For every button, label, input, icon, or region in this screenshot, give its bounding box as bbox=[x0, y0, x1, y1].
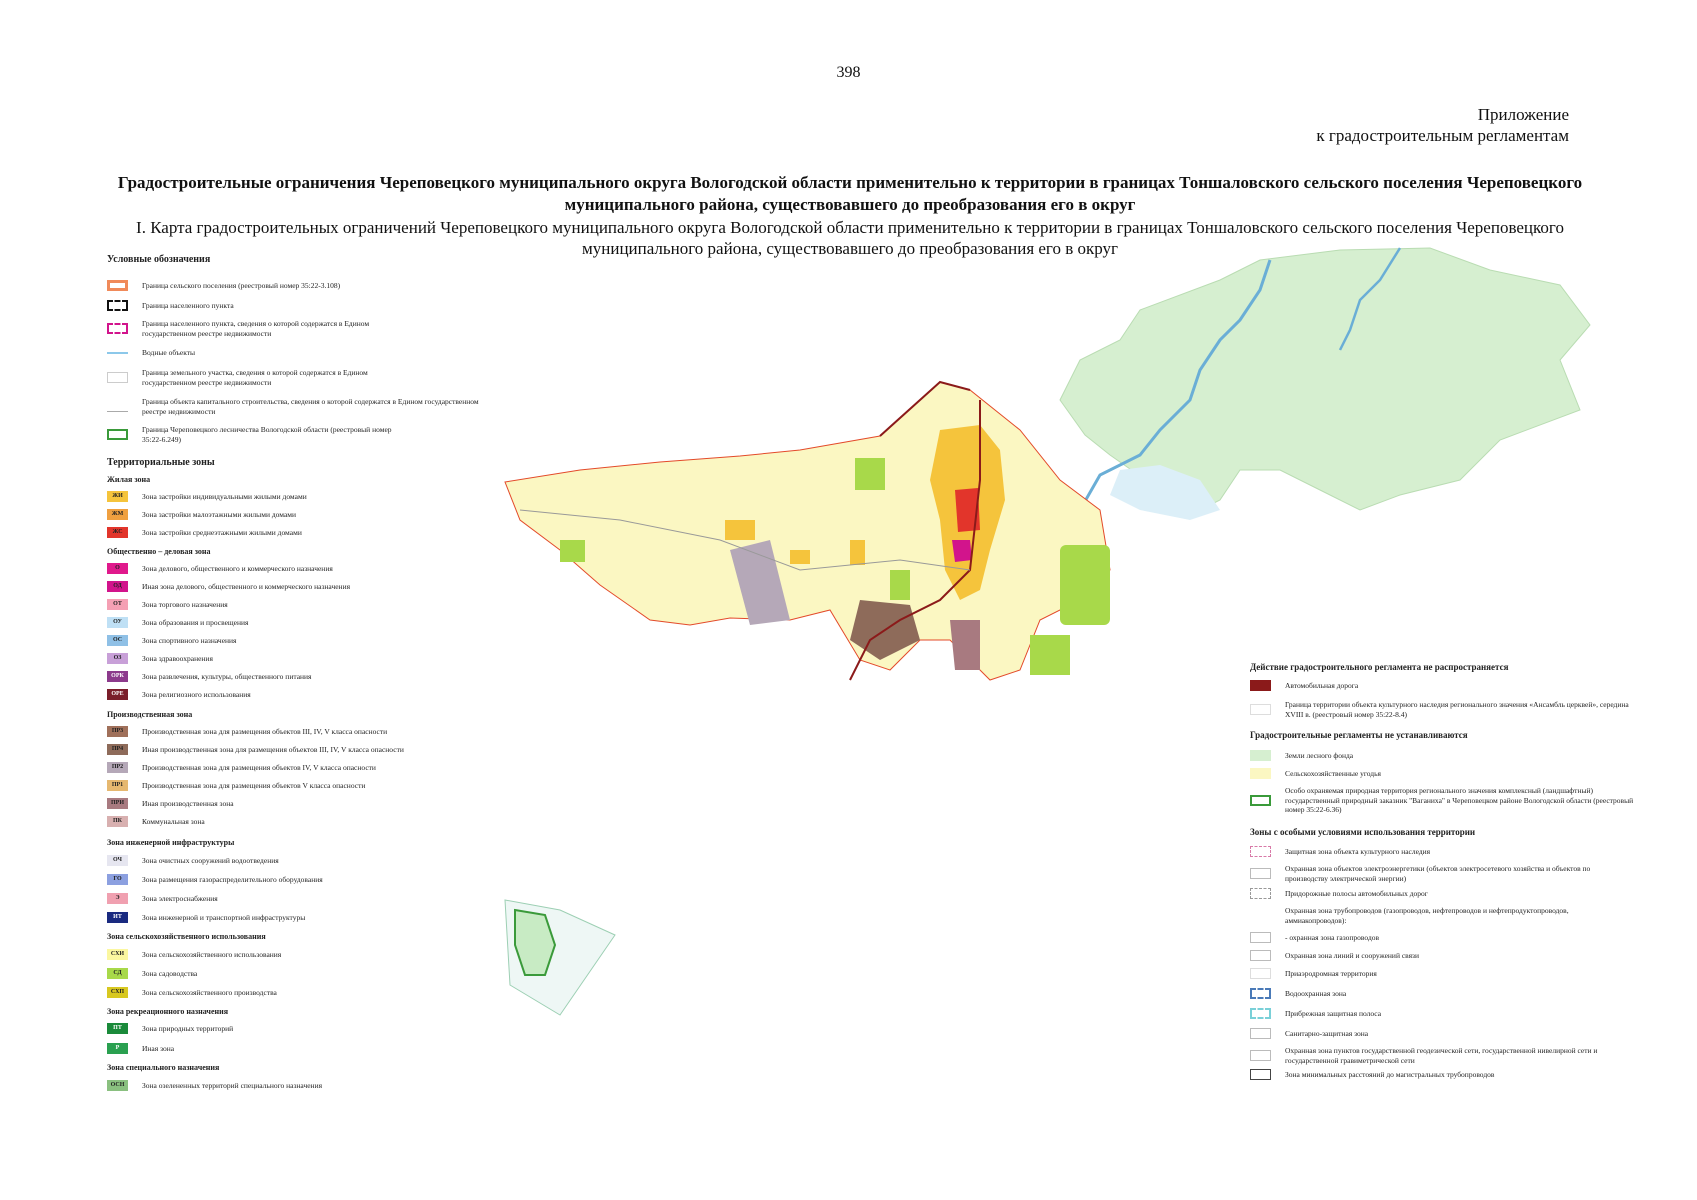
legend-item: Граница объекта капитального строительства, сведения о которой содержатся в Едином государственном реестре недвижимости bbox=[107, 397, 487, 416]
legend-item: Граница земельного участка, сведения о которой содержатся в Едином государственном реестре недвижимости bbox=[107, 368, 487, 387]
zone-swatch: СХИ bbox=[107, 949, 128, 960]
document-title: Градостроительные ограничения Череповецкого муниципального округа Вологодской области применительно к территории в границах Тоншаловского сельского поселения Череповецкого муниципального района, существовавшего до преобразования его в округ bbox=[117, 173, 1583, 214]
gray-frame-icon bbox=[1250, 932, 1271, 943]
legend-item: ОРЕ Зона религиозного использования bbox=[107, 689, 251, 700]
pale-frame-icon bbox=[1250, 704, 1271, 715]
garden-plot bbox=[560, 540, 585, 562]
orange-frame-icon bbox=[107, 280, 128, 291]
legend-left bbox=[107, 255, 507, 1100]
group-title: Зона сельскохозяйственного использования bbox=[107, 932, 266, 941]
legend-item: Э Зона электроснабжения bbox=[107, 893, 218, 904]
settlement-area-magenta bbox=[952, 540, 972, 562]
zone-swatch: ОС bbox=[107, 635, 128, 646]
legend-item: Граница Череповецкого лесничества Вологодской области (реестровый номер 35:22-6.249) bbox=[107, 425, 487, 444]
appendix-line-1: Приложение bbox=[1477, 105, 1569, 124]
zone-swatch: Р bbox=[107, 1043, 128, 1054]
gray-frame-icon bbox=[1250, 1050, 1271, 1061]
legend-item: Защитная зона объекта культурного наследия bbox=[1250, 846, 1430, 857]
small-settlement bbox=[850, 540, 865, 565]
zone-swatch: ИТ bbox=[107, 912, 128, 923]
legend-header: Условные обозначения bbox=[107, 254, 211, 265]
group-title: Действие градостроительного регламента не распространяется bbox=[1250, 662, 1509, 672]
zone-swatch: ПР1 bbox=[107, 780, 128, 791]
legend-item: Особо охраняемая природная территория регионального значения комплексный (ландшафтный) государственный природный заказник "Ваганиха" в Череповецком районе Вологодской области (реестровый номер 35:22-6.36) bbox=[1250, 786, 1645, 815]
pale-green-fill-icon bbox=[1250, 750, 1271, 761]
zones-header: Территориальные зоны bbox=[107, 457, 215, 468]
legend-item: ПР1 Производственная зона для размещения объектов V класса опасности bbox=[107, 780, 365, 791]
group-title: Общественно – деловая зона bbox=[107, 547, 211, 556]
zone-swatch: ОУ bbox=[107, 617, 128, 628]
legend-item: Р Иная зона bbox=[107, 1043, 174, 1054]
zone-swatch: ОРЕ bbox=[107, 689, 128, 700]
legend-item: ОСН Зона озелененных территорий специального назначения bbox=[107, 1080, 322, 1091]
darkred-fill-icon bbox=[1250, 680, 1271, 691]
industrial-area bbox=[950, 620, 980, 670]
zone-swatch: ПР4 bbox=[107, 744, 128, 755]
legend-item: ОС Зона спортивного назначения bbox=[107, 635, 237, 646]
zone-swatch: ОРК bbox=[107, 671, 128, 682]
zone-swatch: СХП bbox=[107, 987, 128, 998]
legend-item: СХП Зона сельскохозяйственного производства bbox=[107, 987, 277, 998]
legend-item: Охранная зона объектов электроэнергетики (объектов электросетевого хозяйства и объектов по производству электрической энергии) bbox=[1250, 864, 1615, 883]
inset-map bbox=[500, 895, 620, 1025]
group-title: Зоны с особыми условиями использования территории bbox=[1250, 827, 1476, 837]
legend-item: Граница территории объекта культурного наследия регионального значения «Ансамбль церквей», середина XVIII в. (реестровый номер 35:22-8.4) bbox=[1250, 700, 1645, 719]
legend-item: СД Зона садоводства bbox=[107, 968, 197, 979]
zone-swatch: ПР2 bbox=[107, 762, 128, 773]
garden-plot bbox=[1030, 635, 1070, 675]
zone-swatch: ГО bbox=[107, 874, 128, 885]
page-number: 398 bbox=[836, 64, 861, 81]
legend-item: Водные объекты bbox=[107, 348, 195, 358]
cyan-dashed-frame-icon bbox=[1250, 1008, 1271, 1019]
blue-line-icon bbox=[107, 352, 128, 354]
legend-item: ЖС Зона застройки среднеэтажными жилыми домами bbox=[107, 527, 302, 538]
garden-plot bbox=[855, 458, 885, 490]
zone-swatch: ПРИ bbox=[107, 798, 128, 809]
legend-item: Водоохранная зона bbox=[1250, 988, 1346, 999]
zone-swatch: Э bbox=[107, 893, 128, 904]
pink-dashed-frame-icon bbox=[1250, 846, 1271, 857]
garden-plot bbox=[890, 570, 910, 600]
zone-swatch: ОЗ bbox=[107, 653, 128, 664]
garden-plot bbox=[1060, 545, 1110, 625]
legend-item: ПР4 Иная производственная зона для размещения объектов III, IV, V класса опасности bbox=[107, 744, 404, 755]
group-title: Зона специального назначения bbox=[107, 1063, 220, 1072]
appendix-line-2: к градостроительным регламентам bbox=[1316, 126, 1569, 145]
appendix-caption bbox=[1316, 104, 1569, 146]
pale-yellow-fill-icon bbox=[1250, 768, 1271, 779]
dashed-frame-icon bbox=[1250, 888, 1271, 899]
green-frame-icon bbox=[107, 429, 128, 440]
gray-line-icon bbox=[107, 401, 128, 412]
group-title: Градостроительные регламенты не устанавливаются bbox=[1250, 730, 1468, 740]
magenta-dashed-frame-icon bbox=[107, 323, 128, 334]
green-frame-icon bbox=[1250, 795, 1271, 806]
zone-swatch: СД bbox=[107, 968, 128, 979]
map-title: I. Карта градостроительных ограничений Череповецкого муниципального округа Вологодской области применительно к территории в границах Тоншаловского сельского поселения Череповецкого муниципального района, существовавшего до преобразования его в округ bbox=[136, 218, 1564, 258]
gray-frame-icon bbox=[1250, 1028, 1271, 1039]
legend-item: Сельскохозяйственные угодья bbox=[1250, 768, 1381, 779]
legend-item: ЖМ Зона застройки малоэтажными жилыми домами bbox=[107, 509, 296, 520]
legend-item: ПК Коммунальная зона bbox=[107, 816, 205, 827]
legend-item: ЖИ Зона застройки индивидуальными жилыми домами bbox=[107, 491, 307, 502]
zone-swatch: ОД bbox=[107, 581, 128, 592]
legend-item: Охранная зона пунктов государственной геодезической сети, государственной нивелирной сети и государственной гравиметрической сети bbox=[1250, 1046, 1625, 1065]
gray-frame-icon bbox=[1250, 868, 1271, 879]
zone-swatch: ЖИ bbox=[107, 491, 128, 502]
legend-item: О Зона делового, общественного и коммерческого назначения bbox=[107, 563, 333, 574]
legend-item: Придорожные полосы автомобильных дорог bbox=[1250, 888, 1428, 899]
legend-item: Граница сельского поселения (реестровый номер 35:22-3.108) bbox=[107, 280, 340, 291]
legend-item: ОТ Зона торгового назначения bbox=[107, 599, 228, 610]
legend-item: Приаэродромная территория bbox=[1250, 968, 1377, 979]
legend-item: ГО Зона размещения газораспределительного оборудования bbox=[107, 874, 323, 885]
legend-item: Автомобильная дорога bbox=[1250, 680, 1358, 691]
legend-item: Охранная зона линий и сооружений связи bbox=[1250, 950, 1419, 961]
legend-item: ОД Иная зона делового, общественного и коммерческого назначения bbox=[107, 581, 350, 592]
zone-swatch: ЖМ bbox=[107, 509, 128, 520]
legend-item: Санитарно-защитная зона bbox=[1250, 1028, 1368, 1039]
group-title: Зона инженерной инфраструктуры bbox=[107, 838, 235, 847]
zone-swatch: ПТ bbox=[107, 1023, 128, 1034]
legend-item: ОЧ Зона очистных сооружений водоотведения bbox=[107, 855, 279, 866]
blue-dashed-frame-icon bbox=[1250, 988, 1271, 999]
black-dashed-frame-icon bbox=[107, 300, 128, 311]
legend-item: Граница населенного пункта, сведения о которой содержатся в Едином государственном реестре недвижимости bbox=[107, 319, 487, 338]
legend-item: СХИ Зона сельскохозяйственного использования bbox=[107, 949, 281, 960]
group-title: Зона рекреационного назначения bbox=[107, 1007, 229, 1016]
legend-item: Граница населенного пункта bbox=[107, 300, 234, 311]
gray-frame-icon bbox=[1250, 950, 1271, 961]
legend-item: ПР3 Производственная зона для размещения объектов III, IV, V класса опасности bbox=[107, 726, 387, 737]
legend-item: ПТ Зона природных территорий bbox=[107, 1023, 233, 1034]
legend-item: Охранная зона трубопроводов (газопроводов, нефтепроводов и нефтепродуктопроводов, аммиакопроводов): bbox=[1285, 906, 1569, 925]
legend-item: Земли лесного фонда bbox=[1250, 750, 1353, 761]
zone-swatch: ПР3 bbox=[107, 726, 128, 737]
group-title: Жилая зона bbox=[107, 475, 151, 484]
legend-item: Зона минимальных расстояний до магистральных трубопроводов bbox=[1250, 1069, 1494, 1080]
legend-item: ПРИ Иная производственная зона bbox=[107, 798, 234, 809]
legend-right bbox=[1250, 662, 1670, 1102]
legend-item: ИТ Зона инженерной и транспортной инфраструктуры bbox=[107, 912, 305, 923]
legend-item: ПР2 Производственная зона для размещения объектов IV, V класса опасности bbox=[107, 762, 376, 773]
zone-swatch: ОСН bbox=[107, 1080, 128, 1091]
small-settlement bbox=[790, 550, 810, 564]
zone-swatch: ЖС bbox=[107, 527, 128, 538]
group-title: Производственная зона bbox=[107, 710, 193, 719]
gray-frame-icon bbox=[107, 372, 128, 383]
zone-swatch: ПК bbox=[107, 816, 128, 827]
legend-item: ОЗ Зона здравоохранения bbox=[107, 653, 213, 664]
legend-item: ОРК Зона развлечения, культуры, общественного питания bbox=[107, 671, 312, 682]
dark-frame-icon bbox=[1250, 1069, 1271, 1080]
zone-swatch: ОТ bbox=[107, 599, 128, 610]
legend-item: ОУ Зона образования и просвещения bbox=[107, 617, 249, 628]
zone-swatch: ОЧ bbox=[107, 855, 128, 866]
agricultural-area bbox=[505, 382, 1110, 680]
legend-item: Прибрежная защитная полоса bbox=[1250, 1008, 1381, 1019]
small-settlement bbox=[725, 520, 755, 540]
legend-item: - охранная зона газопроводов bbox=[1250, 932, 1379, 943]
light-frame-icon bbox=[1250, 968, 1271, 979]
zone-swatch: О bbox=[107, 563, 128, 574]
